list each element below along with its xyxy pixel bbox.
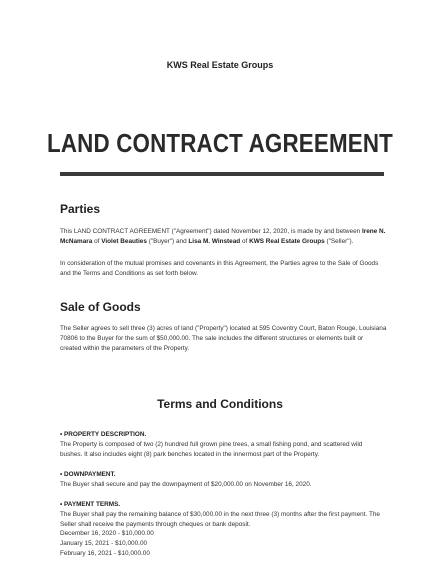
payment-schedule-item: February 16, 2021 - $10,000.00	[60, 549, 150, 557]
property-label: • PROPERTY DESCRIPTION.	[60, 431, 147, 438]
parties-text-1: This LAND CONTRACT AGREEMENT ("Agreement") dated November 12, 2020, is made by and between	[60, 228, 362, 235]
seller-company: KWS Real Estate Groups	[249, 237, 325, 245]
downpayment-section	[60, 470, 386, 490]
parties-text-4: of	[240, 237, 250, 245]
sale-line-3: created within the parameters of the Property.	[60, 344, 190, 352]
downpayment-label: • DOWNPAYMENT.	[60, 471, 116, 478]
property-line-2: bushes. It also includes eight (8) park benches located in the innermost part of the Property.	[60, 450, 320, 458]
terms-heading: Terms and Conditions	[157, 397, 283, 411]
parties-heading: Parties	[60, 202, 101, 216]
payment-line-1: The Buyer shall pay the remaining balance of $30,000.00 in the next three (3) months after the first payment. The	[60, 510, 380, 518]
buyer-name-part-2: McNamara	[60, 237, 93, 245]
parties-text-3: ("Buyer") and	[146, 237, 189, 245]
property-line-1: The Property is composed of two (2) hundred full grown pine trees, a small fishing pond, and scattered wild	[60, 440, 363, 448]
downpayment-line-1: The Buyer shall secure and pay the downpayment of $20,000.00 on November 16, 2020.	[60, 480, 312, 488]
parties-line-1	[60, 227, 386, 237]
parties-paragraph-1	[60, 227, 386, 247]
buyer-company: Violet Beauties	[101, 237, 147, 245]
sale-line-2: 70806 to the Buyer for the sum of $50,000.00. The sale includes the different structures or elements built or	[60, 334, 364, 342]
payment-schedule-item: January 15, 2021 - $10,000.00	[60, 540, 148, 548]
parties-p2-line-2: and the Terms and Conditions as set forth below.	[60, 269, 199, 277]
company-header: KWS Real Estate Groups	[166, 60, 274, 70]
payment-line-2: Seller shall receive the payments through cheques or bank deposit.	[60, 520, 251, 528]
property-section	[60, 430, 386, 459]
parties-paragraph-2	[60, 259, 386, 279]
parties-text-5: ("Seller").	[324, 237, 354, 245]
seller-name: Lisa M. Winstead	[188, 237, 241, 245]
buyer-name-part-1: Irene N.	[361, 228, 386, 235]
payment-schedule-item: December 16, 2020 - $10,000.00	[60, 530, 154, 538]
parties-p2-line-1: In consideration of the mutual promises and covenants in this Agreement, the Parties agree to the Sale of Goods	[60, 260, 379, 267]
parties-text-2: of	[92, 237, 102, 245]
sale-heading: Sale of Goods	[60, 300, 141, 314]
document-title: LAND CONTRACT AGREEMENT	[47, 128, 393, 158]
sale-line-1: The Seller agrees to sell three (3) acres of land ("Property") located at 595 Coventry Court, Baton Rouge, Louisiana	[60, 325, 387, 332]
parties-line-2	[60, 237, 386, 247]
payment-label: • PAYMENT TERMS.	[60, 501, 121, 508]
payment-section	[60, 500, 386, 559]
title-divider	[60, 172, 384, 176]
sale-paragraph	[60, 324, 386, 353]
